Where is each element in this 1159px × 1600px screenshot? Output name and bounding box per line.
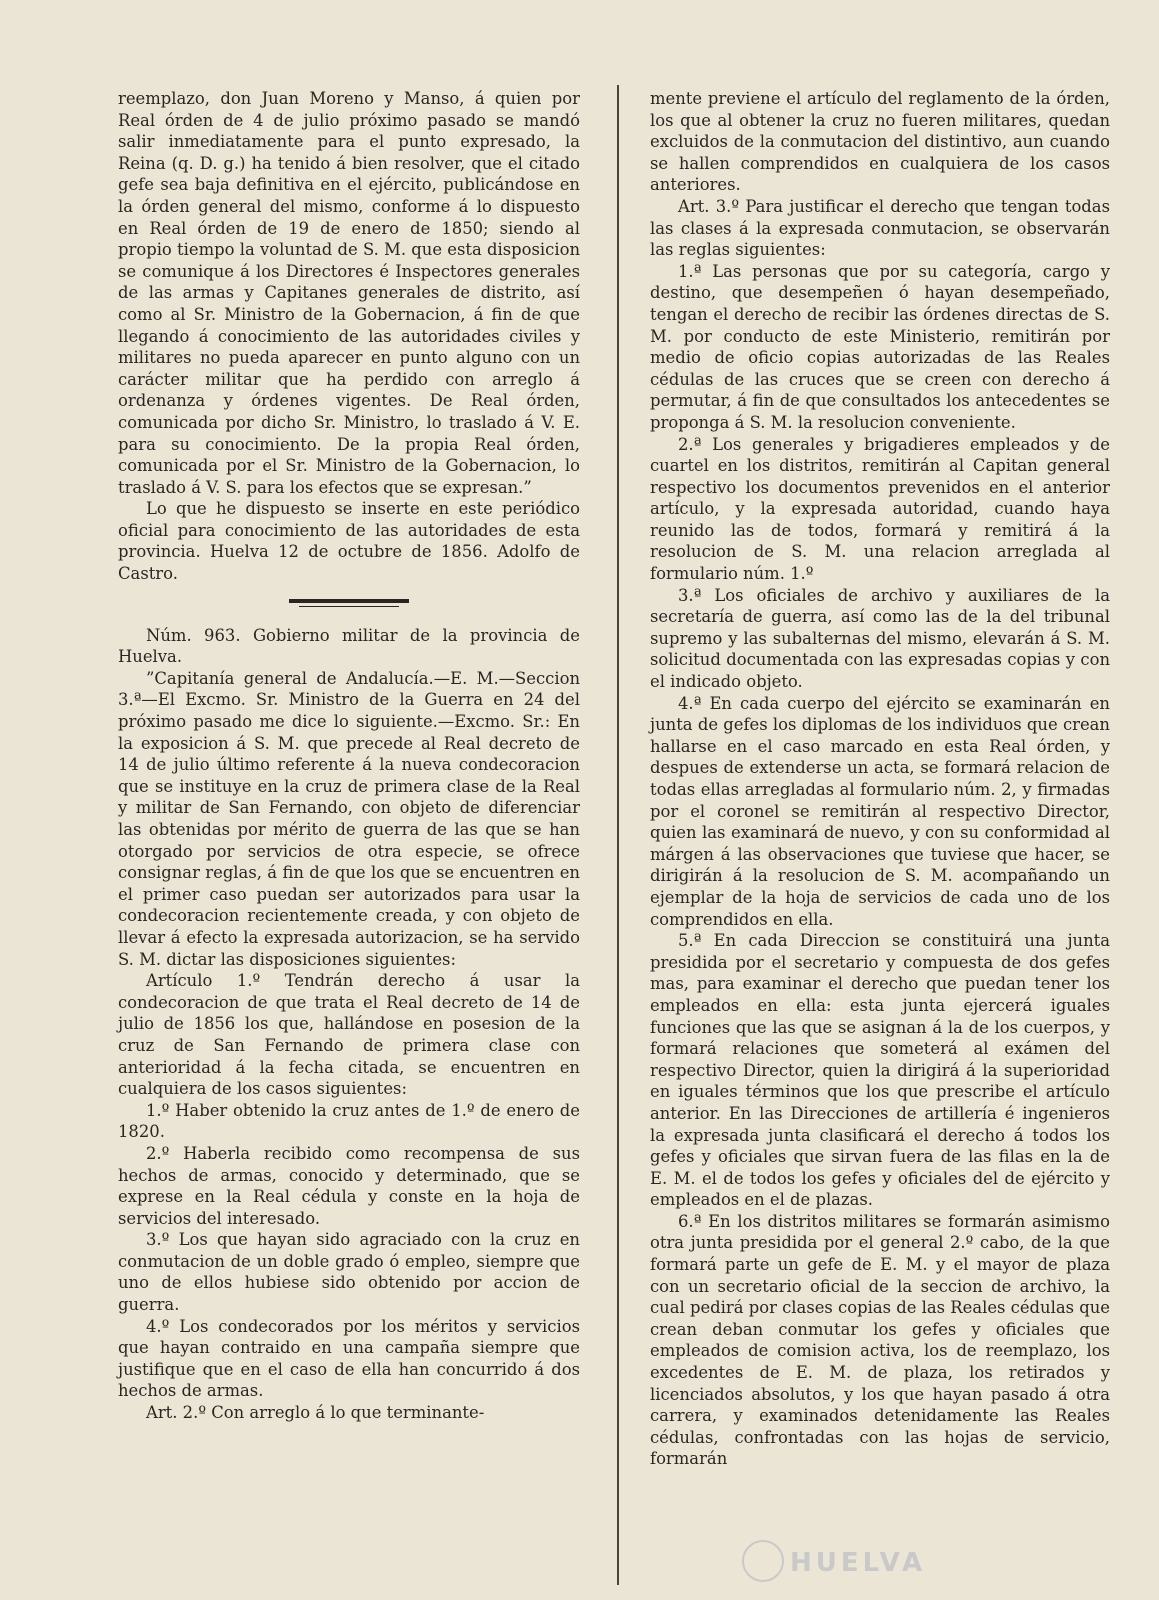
library-seal-icon (742, 1540, 784, 1582)
column-divider (617, 85, 619, 1585)
right-column (650, 88, 1110, 1470)
right-paragraph-4: 2.ª Los generales y brigadieres empleados y de cuartel en los distritos, remitirán al Capitan general respectivo los documentos prevenidos en el anterior artículo, y la expresada autoridad, cuando haya reunido las de todos, formará y remitirá á la resolucion de S. M. una relacion arreglada al formulario núm. 1.º (650, 434, 1110, 584)
left-paragraph-6: 1.º Haber obtenido la cruz antes de 1.º de enero de 1820. (118, 1100, 580, 1142)
right-paragraph-3: 1.ª Las personas que por su categoría, cargo y destino, que desempeñen ó hayan desempeñado, tengan el derecho de recibir las órdenes directas de S. M. por conducto de este Ministerio, remitirán por medio de oficio copias autorizadas de las Reales cédulas de las cruces que se creen con derecho á permutar, á fin de que consultados los antecedentes se proponga á S. M. la resolucion conveniente. (650, 261, 1110, 432)
left-paragraph-8: 3.º Los que hayan sido agraciado con la cruz en conmutacion de un doble grado ó empleo, siempre que uno de ellos hubiese sido obtenido por accion de guerra. (118, 1230, 580, 1315)
right-paragraph-6: 4.ª En cada cuerpo del ejército se examinarán en junta de gefes los diplomas de los individuos que crean hallarse en el caso marcado en esta Real órden, y despues de extenderse un acta, se formará relacion de todas ellas arregladas al formulario núm. 2, y firmadas por el coronel se remitirán al respectivo Director, quien las examinará de nuevo, y con su conformidad al márgen á las observaciones que tuviese que hacer, se dirigirán á la resolucion de S. M. acompañando un ejemplar de la hoja de servicios de cada uno de los comprendidos en ella. (650, 693, 1110, 929)
left-paragraph-1: reemplazo, don Juan Moreno y Manso, á quien por Real órden de 4 de julio próximo pasado se mandó salir inmediatamente para el punto expresado, la Reina (q. D. g.) ha tenido á bien resolver, que el citado gefe sea baja definitiva en el ejército, publicándose en la órden general del mismo, conforme á lo dispuesto en Real órden de 19 de enero de 1850; siendo al propio tiempo la voluntad de S. M. que esta disposicion se comunique á los Directores é Inspectores generales de las armas y Capitanes generales de distrito, así como al Sr. Ministro de la Gobernacion, á fin de que llegando á conocimiento de las autoridades civiles y militares no pueda aparecer en punto alguno con un carácter militar que ha perdido con arreglo á ordenanza y órdenes vigentes. De Real órden, comunicada por dicho Sr. Ministro, lo traslado á V. E. para su conocimiento. De la propia Real órden, comunicada por el Sr. Ministro de la Gobernacion, lo traslado á V. S. para los efectos que se expresan.” (118, 89, 580, 497)
left-paragraph-2: Lo que he dispuesto se inserte en este periódico oficial para conocimiento de las autoridades de esta provincia. Huelva 12 de octubre de 1856. Adolfo de Castro. (118, 499, 580, 584)
right-paragraph-8: 6.ª En los distritos militares se formarán asimismo otra junta presidida por el general 2.º cabo, de la que formará parte un gefe de E. M. y el mayor de plaza con un secretario oficial de la seccion de archivo, la cual pedirá por clases copias de las Reales cédulas que crean deban conmutar los gefes y oficiales que empleados de comision activa, los de reemplazo, los excedentes de E. M. de plaza, los retirados y licenciados absolutos, y los que hayan pasado á otra carrera, y examinados detenidamente las Reales cédulas, confrontadas con las hojas de servicio, formarán (650, 1211, 1110, 1469)
section-divider-ornament (289, 599, 409, 609)
left-paragraph-5: Artículo 1.º Tendrán derecho á usar la condecoracion de que trata el Real decreto de 14 de julio de 1856 los que, hallándose en posesion de la cruz de San Fernando de primera clase con anterioridad á la fecha citada, se encuentren en cualquiera de los casos siguientes: (118, 971, 580, 1099)
left-paragraph-10: Art. 2.º Con arreglo á lo que terminante- (146, 1403, 485, 1423)
right-paragraph-7: 5.ª En cada Direccion se constituirá una junta presidida por el secretario y compuesta de dos gefes mas, para examinar el derecho que puedan tener los empleados en ella: esta junta ejercerá iguales funciones que las que se asignan á la de los cuerpos, y formará relaciones que someterá al exámen del respectivo Director, quien la dirigirá á la superioridad en iguales términos que los que prescribe el artículo anterior. En las Direcciones de artillería é ingenieros la expresada junta clasificará el derecho á todos los gefes y oficiales que sirvan fuera de las filas en la de E. M. el de todos los gefes y oficiales del de ejército y empleados en el de plazas. (650, 931, 1110, 1210)
left-paragraph-4: ”Capitanía general de Andalucía.—E. M.—Seccion 3.ª—El Excmo. Sr. Ministro de la Guerra en 24 del próximo pasado me dice lo siguiente.—Excmo. Sr.: En la exposicion á S. M. que precede al Real decreto de 14 de julio último referente á la nueva condecoracion que se instituye en la cruz de primera clase de la Real y militar de San Fernando, con objeto de diferenciar las obtenidas por mérito de guerra de las que se han otorgado por servicios de otra especie, se ofrece consignar reglas, á fin de que los que se encuentren en el primer caso puedan ser autorizados para usar la condecoracion recientemente creada, y con objeto de llevar á efecto la expresada autorizacion, se ha servido S. M. dictar las disposiciones siguientes: (118, 668, 580, 969)
left-column (118, 88, 580, 1424)
library-watermark: HUELVA (790, 1548, 927, 1578)
right-paragraph-5: 3.ª Los oficiales de archivo y auxiliares de la secretaría de guerra, así como las de la del tribunal supremo y las subalternas del mismo, elevarán á S. M. solicitud documentada con las expresadas copias y con el indicado objeto. (650, 585, 1110, 692)
left-paragraph-7: 2.º Haberla recibido como recompensa de sus hechos de armas, conocido y determinado, que se exprese en la Real cédula y conste en la hoja de servicios del interesado. (118, 1143, 580, 1228)
left-paragraph-9: 4.º Los condecorados por los méritos y servicios que hayan contraido en una campaña siempre que justifique que en el caso de ella han concurrido á dos hechos de armas. (118, 1316, 580, 1401)
right-paragraph-1: mente previene el artículo del reglamento de la órden, los que al obtener la cruz no fueren militares, quedan excluidos de la conmutacion del distintivo, aun cuando se hallen comprendidos en cualquiera de los casos anteriores. (650, 89, 1110, 195)
right-paragraph-2: Art. 3.º Para justificar el derecho que tengan todas las clases á la expresada conmutacion, se observarán las reglas siguientes: (650, 196, 1110, 260)
left-paragraph-3: Núm. 963. Gobierno militar de la provincia de Huelva. (118, 625, 580, 667)
